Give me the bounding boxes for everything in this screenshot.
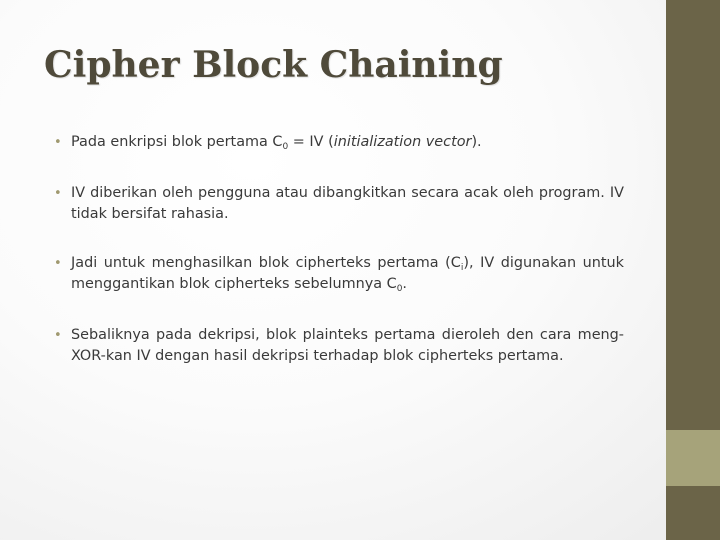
bullet-1-text-start: Pada enkripsi blok pertama C: [71, 134, 283, 150]
bullet-item-4: [52, 325, 624, 367]
bullet-3-text-mid: ), IV digunakan untuk menggantikan blok cipherteks sebelumnya C: [71, 255, 624, 292]
bullet-marker: •: [54, 186, 62, 201]
bullet-3-subscript-i: i: [460, 263, 464, 273]
bullet-marker: •: [54, 328, 62, 343]
bullet-1-text-mid: = IV (: [288, 134, 334, 150]
bullet-marker: •: [54, 256, 62, 271]
bullet-item-2: [52, 183, 624, 225]
bullet-3-subscript-0: 0: [396, 284, 403, 294]
bullet-1-text-end: ).: [471, 134, 482, 150]
bullet-item-1: [52, 132, 624, 153]
bullet-1-subscript: 0: [282, 142, 289, 152]
slide-title: Cipher Block Chaining: [44, 44, 503, 86]
bullet-2-text: IV diberikan oleh pengguna atau dibangkitkan secara acak oleh program. IV tidak bersifat rahasia.: [71, 185, 624, 222]
bullet-1-italic-term: initialization vector: [333, 134, 472, 150]
bullet-item-3: [52, 253, 624, 295]
bullet-3-text-start: Jadi untuk menghasilkan blok cipherteks pertama (C: [71, 255, 461, 271]
sidebar-accent-top: [666, 0, 720, 430]
bullet-3-text-end: .: [402, 276, 407, 292]
bullet-list: [52, 132, 624, 367]
sidebar-accent-bottom: [666, 486, 720, 540]
bullet-4-text: Sebaliknya pada dekripsi, blok plainteks pertama dieroleh den cara meng-XOR-kan IV dengan hasil dekripsi terhadap blok cipherteks pertama.: [71, 327, 624, 364]
bullet-marker: •: [54, 135, 62, 150]
sidebar-accent-middle: [666, 430, 720, 486]
